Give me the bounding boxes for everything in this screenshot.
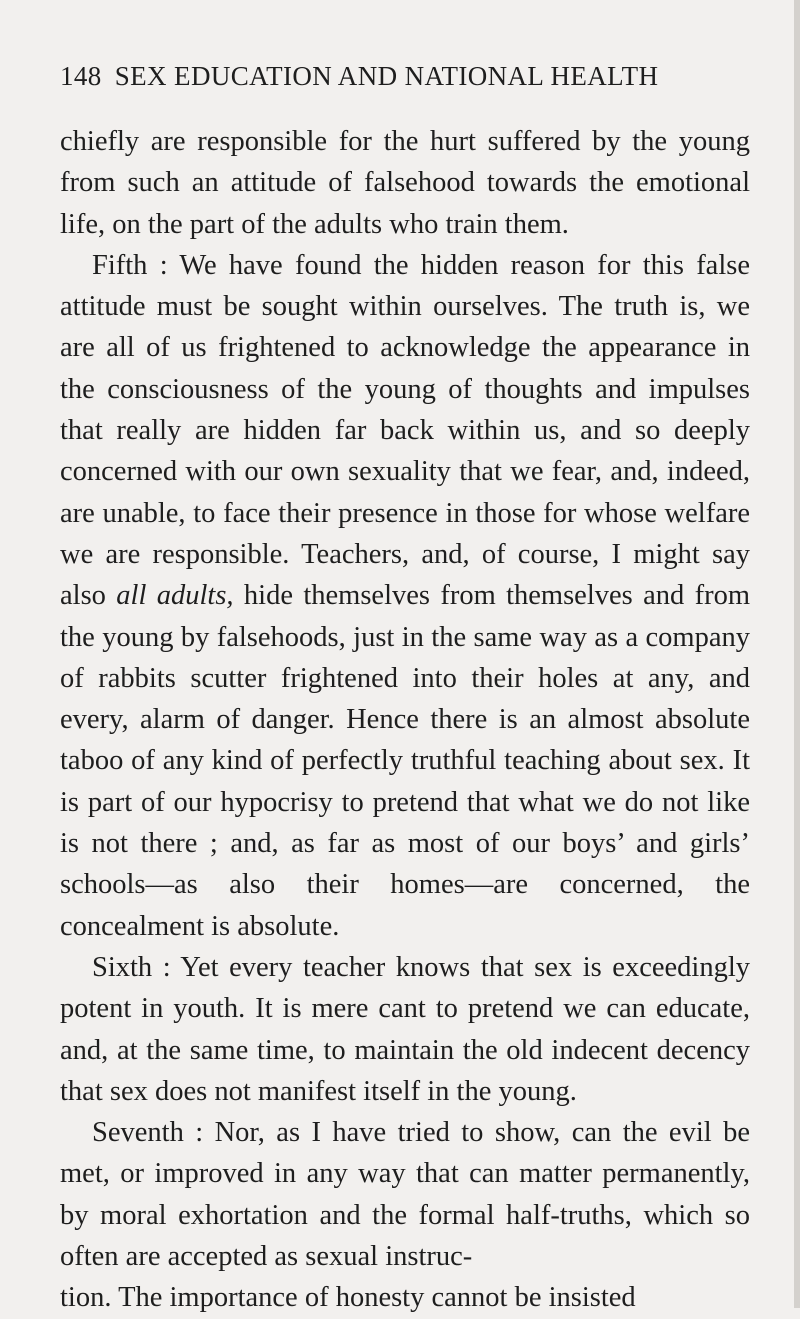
paragraph-sixth: Sixth : Yet every teacher knows that sex is exceedingly potent in youth. It is mere cant to pretend we can educate, and, at the same time, to maintain the old indecent decency that sex does not manifest itself in the young. [60,951,750,1107]
body-text [60,121,750,1319]
paragraph-fifth [60,245,750,947]
page-edge-shadow [794,0,800,1308]
page-number: 148 [60,61,102,91]
paragraph-fifth-text-1: Fifth : We have found the hidden reason for this false attitude must be sought within ourselves. The truth is, we are all of us frightened to acknowledge the appearance in the consciousness of the young of thoughts and impulses that really are hidden far back within us, and so deeply concerned with our own sexuality that we fear, and, indeed, are unable, to face their presence in those for whose welfare we are responsible. Teachers, and, of course, I might say also [60,249,750,612]
paragraph-seventh-last-line: tion. The importance of honesty cannot be insisted [60,1282,636,1314]
paragraph-seventh: Seventh : Nor, as I have tried to show, can the evil be met, or improved in any way that can matter permanently, by moral exhortation and the formal half-truths, which so often are accepted as sexual instruc- [60,1117,750,1273]
paragraph-continued: chiefly are responsible for the hurt suffered by the young from such an attitude of falsehood towards the emotional life, on the part of the adults who train them. [60,126,750,240]
paragraph-fifth-text-2: hide themselves from themselves and from the young by falsehoods, just in the same way as a company of rabbits scutter frightened into their holes at any, and every, alarm of danger. Hence there is an almost absolute taboo of any kind of perfectly truthful teaching about sex. It is part of our hypocrisy to pretend that what we do not like is not there ; and, as far as most of our boys’ and girls’ schools—as also their homes—are concerned, the concealment is absolute. [60,580,751,942]
running-head [60,58,750,94]
book-page [60,58,750,1319]
emphasis-all-adults: all adults, [116,580,234,612]
running-title: SEX EDUCATION AND NATIONAL HEALTH [114,61,659,91]
